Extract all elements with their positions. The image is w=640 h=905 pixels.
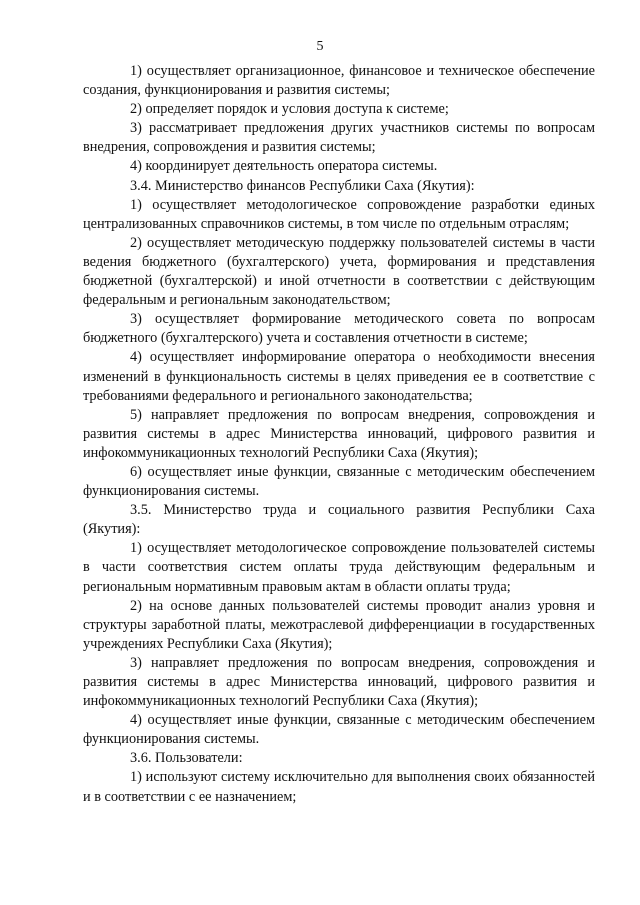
section-heading: 3.5. Министерство труда и социального развития Республики Саха (Якутия): — [83, 502, 595, 538]
paragraph: 4) осуществляет иные функции, связанные с методическим обеспечением функционирования системы. — [83, 712, 595, 748]
paragraph: 2) на основе данных пользователей системы проводит анализ уровня и структуры заработной платы, межотраслевой дифференциации в государственных учреждениях Республики Саха (Якутия); — [83, 597, 595, 652]
document-body — [83, 62, 595, 807]
paragraph: 6) осуществляет иные функции, связанные с методическим обеспечением функционирования системы. — [83, 463, 595, 500]
paragraph: 4) координирует деятельность оператора системы. — [130, 158, 438, 175]
paragraph: 1) используют систему исключительно для выполнения своих обязанностей и в соответствии с ее назначением; — [83, 769, 595, 805]
paragraph: 3) осуществляет формирование методического совета по вопросам бюджетного (бухгалтерского) учета и составления отчетности в системе; — [83, 311, 595, 347]
section-heading: 3.4. Министерство финансов Республики Саха (Якутия): — [130, 177, 475, 194]
paragraph: 3) направляет предложения по вопросам внедрения, сопровождения и развития системы в адрес Министерства инноваций, цифрового развития и инфокоммуникационных технологий Республики Саха (Якутия); — [83, 654, 595, 710]
paragraph: 2) определяет порядок и условия доступа к системе; — [130, 101, 449, 118]
paragraph: 3) рассматривает предложения других участников системы по вопросам внедрения, сопровождения и развития системы; — [83, 120, 595, 156]
paragraph: 1) осуществляет методологическое сопровождение пользователей системы в части соответствия систем оплаты труда действующим федеральным и региональным нормативным правовым актам в области оплаты труда; — [83, 540, 595, 595]
paragraph: 1) осуществляет методологическое сопровождение разработки единых централизованных справочников системы, в том числе по отдельным отраслям; — [83, 196, 595, 232]
section-heading: 3.6. Пользователи: — [130, 750, 243, 767]
paragraph: 4) осуществляет информирование оператора о необходимости внесения изменений в функциональность системы в целях приведения ее в соответствие с требованиями федерального и регионального законодательства; — [83, 349, 595, 404]
page-number: 5 — [316, 39, 324, 54]
paragraph: 2) осуществляет методическую поддержку пользователей системы в части ведения бюджетного (бухгалтерского) учета, формирования и представления бюджетной (бухгалтерской) и иной отчетности в соответствии с действующим федеральным и региональным законодательством; — [83, 234, 595, 309]
paragraph: 5) направляет предложения по вопросам внедрения, сопровождения и развития системы в адрес Министерства инноваций, цифрового развития и инфокоммуникационных технологий Республики Саха (Якутия); — [83, 406, 595, 461]
paragraph: 1) осуществляет организационное, финансовое и техническое обеспечение создания, функционирования и развития системы; — [83, 63, 595, 99]
